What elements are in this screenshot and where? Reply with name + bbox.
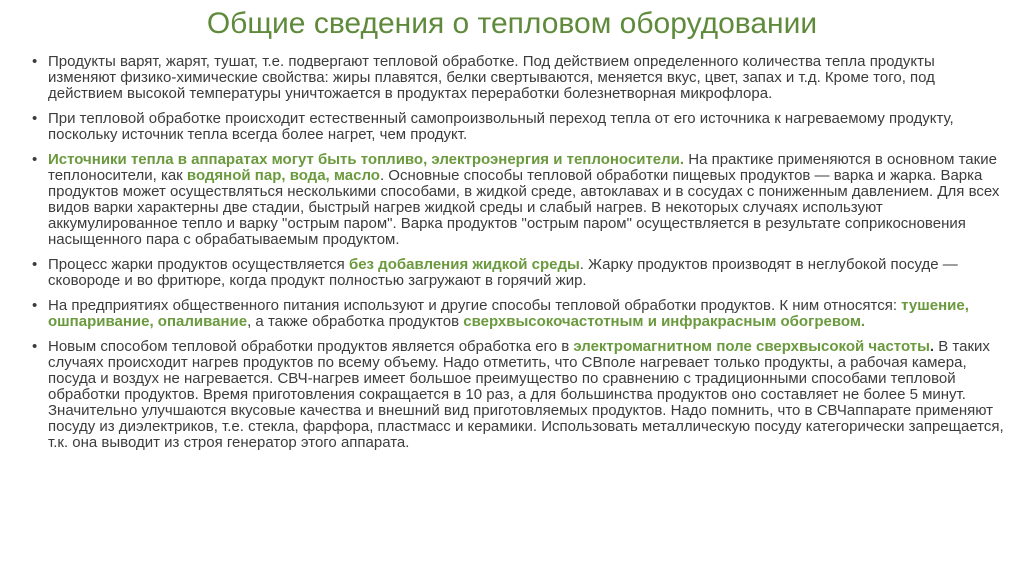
bullet-text: Продукты варят, жарят, тушат, т.е. подвергают тепловой обработке. Под действием определенного количества тепла продукты изменяют физико-химические свойства: жиры плавятся, белки свертываются, меняется вкус, цвет, запах и т.д. Кроме того, под действием высокой температуры уничтожается в продуктах переработки болезнетворная микрофлора. <box>48 53 935 102</box>
highlighted-text: сверхвысокочастотным и инфракрасным обогревом. <box>463 313 866 330</box>
bullet-dot-icon: • <box>32 297 38 314</box>
bullet-dot-icon: • <box>32 151 38 168</box>
slide-title: Общие сведения о тепловом оборудовании <box>206 7 818 40</box>
bullet-item <box>32 54 1004 102</box>
bullet-text: . <box>929 338 935 355</box>
slide-content <box>32 54 1004 460</box>
bullet-text: . Жарку продуктов производят в неглубокой посуде — сковороде и во фритюре, когда продукт полностью загружают в горячий жир. <box>48 256 958 289</box>
bullet-text: На предприятиях общественного питания используют и другие способы тепловой обработки продуктов. К ним относятся: <box>48 297 902 314</box>
highlighted-text: водяной пар, вода, масло <box>186 167 380 184</box>
bullet-text: , а также обработка продуктов <box>247 313 464 330</box>
bullet-item <box>32 298 1004 330</box>
bullet-text: Процесс жарки продуктов осуществляется <box>48 256 349 273</box>
bullet-text: При тепловой обработке происходит естественный самопроизвольный переход тепла от его источника к нагреваемому продукту, поскольку источник тепла всегда более нагрет, чем продукт. <box>48 110 954 143</box>
bullet-dot-icon: • <box>32 110 38 127</box>
bullet-item <box>32 339 1004 451</box>
bullet-text: На практике применяются в основном такие теплоносители, как <box>48 151 997 184</box>
bullet-text: . Основные способы тепловой обработки пищевых продуктов — варка и жарка. Варка продуктов может осуществляться несколькими способами, в жидкой среде, автоклавах и в сосудах с пониженным давлением. Для всех видов варки характерны две стадии, быстрый нагрев жидкой среды и слабый нагрев. В некоторых случаях используют аккумулированное тепло и варку "острым паром". Варка продуктов "острым паром" осуществляется в результате соприкосновения насыщенного пара с обрабатываемым продуктом. <box>48 167 1000 248</box>
highlighted-text: тушение, ошпаривание, опаливание <box>48 297 969 330</box>
bullet-item <box>32 257 1004 289</box>
bullet-item <box>32 111 1004 143</box>
bullet-item <box>32 152 1004 248</box>
highlighted-text: без добавления жидкой среды <box>348 256 580 273</box>
bullet-text: Новым способом тепловой обработки продуктов является обработка его в <box>48 338 574 355</box>
highlighted-text: Источники тепла в аппаратах могут быть топливо, электроэнергия и теплоносители. <box>48 151 685 168</box>
highlighted-text: электромагнитном поле сверхвысокой частоты <box>573 338 930 355</box>
bullet-dot-icon: • <box>32 53 38 70</box>
bullet-dot-icon: • <box>32 338 38 355</box>
bullet-dot-icon: • <box>32 256 38 273</box>
bullet-list <box>32 54 1004 451</box>
bullet-text: В таких случаях происходит нагрев продуктов по всему объему. Надо отметить, что СВполе нагревает только продукты, а рабочая камера, посуда и воздух не нагревается. СВЧ-нагрев имеет большое преимущество по сравнению с традиционными способами тепловой обработки продуктов. Время приготовления сокращается в 10 раз, а для большинства продуктов оно составляет не более 5 минут. Значительно улучшаются вкусовые качества и внешний вид приготовляемых продуктов. Надо помнить, что в СВЧаппарате применяют посуду из диэлектриков, т.е. стекла, фарфора, пластмасс и керамики. Использовать металлическую посуду категорически запрещается, т.к. она выводит из строя генератор этого аппарата. <box>48 338 1004 451</box>
